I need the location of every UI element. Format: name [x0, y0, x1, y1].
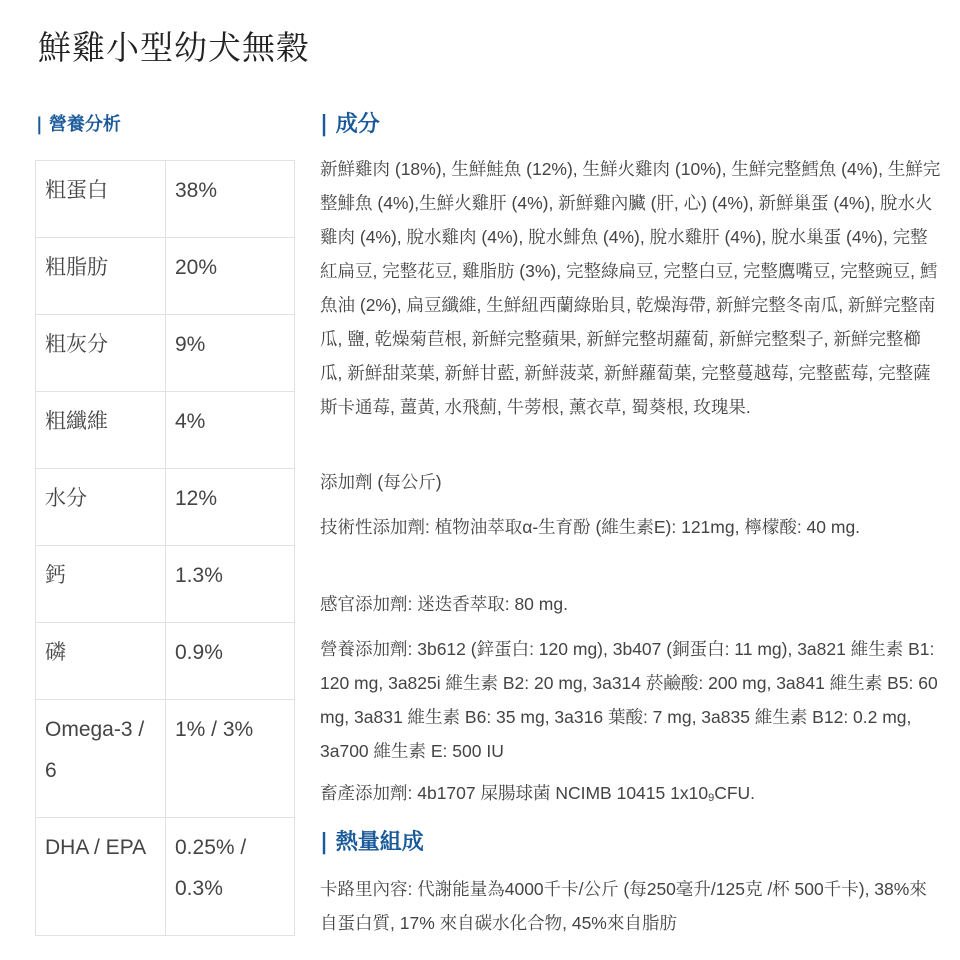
nutrition-label: 磷: [36, 623, 166, 700]
page-title: 鮮雞小型幼犬無穀: [38, 28, 310, 67]
nutrition-label: 粗脂肪: [36, 238, 166, 315]
technical-additives: 技術性添加劑: 植物油萃取α-生育酚 (維生素E): 121mg, 檸檬酸: 40 mg.: [320, 517, 861, 537]
ingredients-heading: | 成分: [320, 112, 380, 137]
nutrition-value: 1% / 3%: [166, 700, 295, 818]
energy-text: 卡路里內容: 代謝能量為4000千卡/公斤 (每250毫升/125克 /杯 500千卡), 38%來自蛋白質, 17% 來自碳水化合物, 45%來自脂肪: [320, 879, 927, 933]
nutrition-row-dha-epa: [36, 818, 295, 936]
nutrition-label: 粗纖維: [36, 392, 166, 469]
nutrition-value: 12%: [166, 469, 295, 546]
nutrition-value: 9%: [166, 315, 295, 392]
sensory-additives: 感官添加劑: 迷迭香萃取: 80 mg.: [320, 594, 568, 614]
nutrition-value: 38%: [166, 161, 295, 238]
zootechnical-additives: [320, 776, 942, 815]
nutrition-label: Omega-3 / 6: [36, 700, 166, 818]
additives-title: 添加劑 (每公斤): [320, 472, 442, 492]
nutrition-row-fat: [36, 238, 295, 315]
nutrition-heading: | 營養分析: [36, 114, 121, 135]
nutritional-additives: 營養添加劑: 3b612 (鋅蛋白: 120 mg), 3b407 (銅蛋白: 11 mg), 3a821 維生素 B1: 120 mg, 3a825i 維生素 B2: 20 mg, 3a314 菸鹼酸: 200 mg, 3a841 維生素 B5: 60 mg, 3a831 維生素 B6: 35 mg, 3a316 葉酸: 7 mg, 3a835 維生素 B12: 0.2 mg, 3a700 維生素 E: 500 IU: [320, 639, 938, 761]
nutrition-row-phosphorus: [36, 623, 295, 700]
nutrition-label: DHA / EPA: [36, 818, 166, 936]
nutrition-row-omega: [36, 700, 295, 818]
zootechnical-suffix: CFU.: [714, 783, 756, 803]
ingredients-text: 新鮮雞肉 (18%), 生鮮鮭魚 (12%), 生鮮火雞肉 (10%), 生鮮完整鱈魚 (4%), 生鮮完整鯡魚 (4%),生鮮火雞肝 (4%), 新鮮雞內臟 (肝, 心) (4%), 新鮮巢蛋 (4%), 脫水火雞肉 (4%), 脫水雞肉 (4%), 脫水鯡魚 (4%), 脫水雞肝 (4%), 脫水巢蛋 (4%), 完整紅扁豆, 完整花豆, 雞脂肪 (3%), 完整綠扁豆, 完整白豆, 完整鷹嘴豆, 完整豌豆, 鱈魚油 (2%), 扁豆纖維, 生鮮紐西蘭綠貽貝, 乾燥海帶, 新鮮完整冬南瓜, 新鮮完整南瓜, 鹽, 乾燥菊苣根, 新鮮完整蘋果, 新鮮完整胡蘿蔔, 新鮮完整梨子, 新鮮完整櫛瓜, 新鮮甜菜葉, 新鮮甘藍, 新鮮菠菜, 新鮮蘿蔔葉, 完整蔓越莓, 完整藍莓, 完整薩斯卡通莓, 薑黃, 水飛薊, 牛蒡根, 薰衣草, 蜀葵根, 玫瑰果.: [320, 159, 941, 417]
nutrition-row-fiber: [36, 392, 295, 469]
nutrition-row-ash: [36, 315, 295, 392]
nutrition-value: 1.3%: [166, 546, 295, 623]
zootechnical-prefix: 畜產添加劑: 4b1707 屎腸球菌 NCIMB 10415 1x10: [320, 783, 709, 803]
nutrition-value: 4%: [166, 392, 295, 469]
cfu-exponent: 9: [708, 792, 715, 804]
nutrition-label: 鈣: [36, 546, 166, 623]
nutrition-value: 0.9%: [166, 623, 295, 700]
nutrition-table: [35, 160, 295, 936]
nutrition-label: 粗灰分: [36, 315, 166, 392]
nutrition-value: 20%: [166, 238, 295, 315]
nutrition-label: 水分: [36, 469, 166, 546]
nutrition-row-moisture: [36, 469, 295, 546]
nutrition-row-calcium: [36, 546, 295, 623]
nutrition-row-protein: [36, 161, 295, 238]
energy-heading: | 熱量組成: [320, 830, 424, 855]
nutrition-value: 0.25% / 0.3%: [166, 818, 295, 936]
nutrition-label: 粗蛋白: [36, 161, 166, 238]
